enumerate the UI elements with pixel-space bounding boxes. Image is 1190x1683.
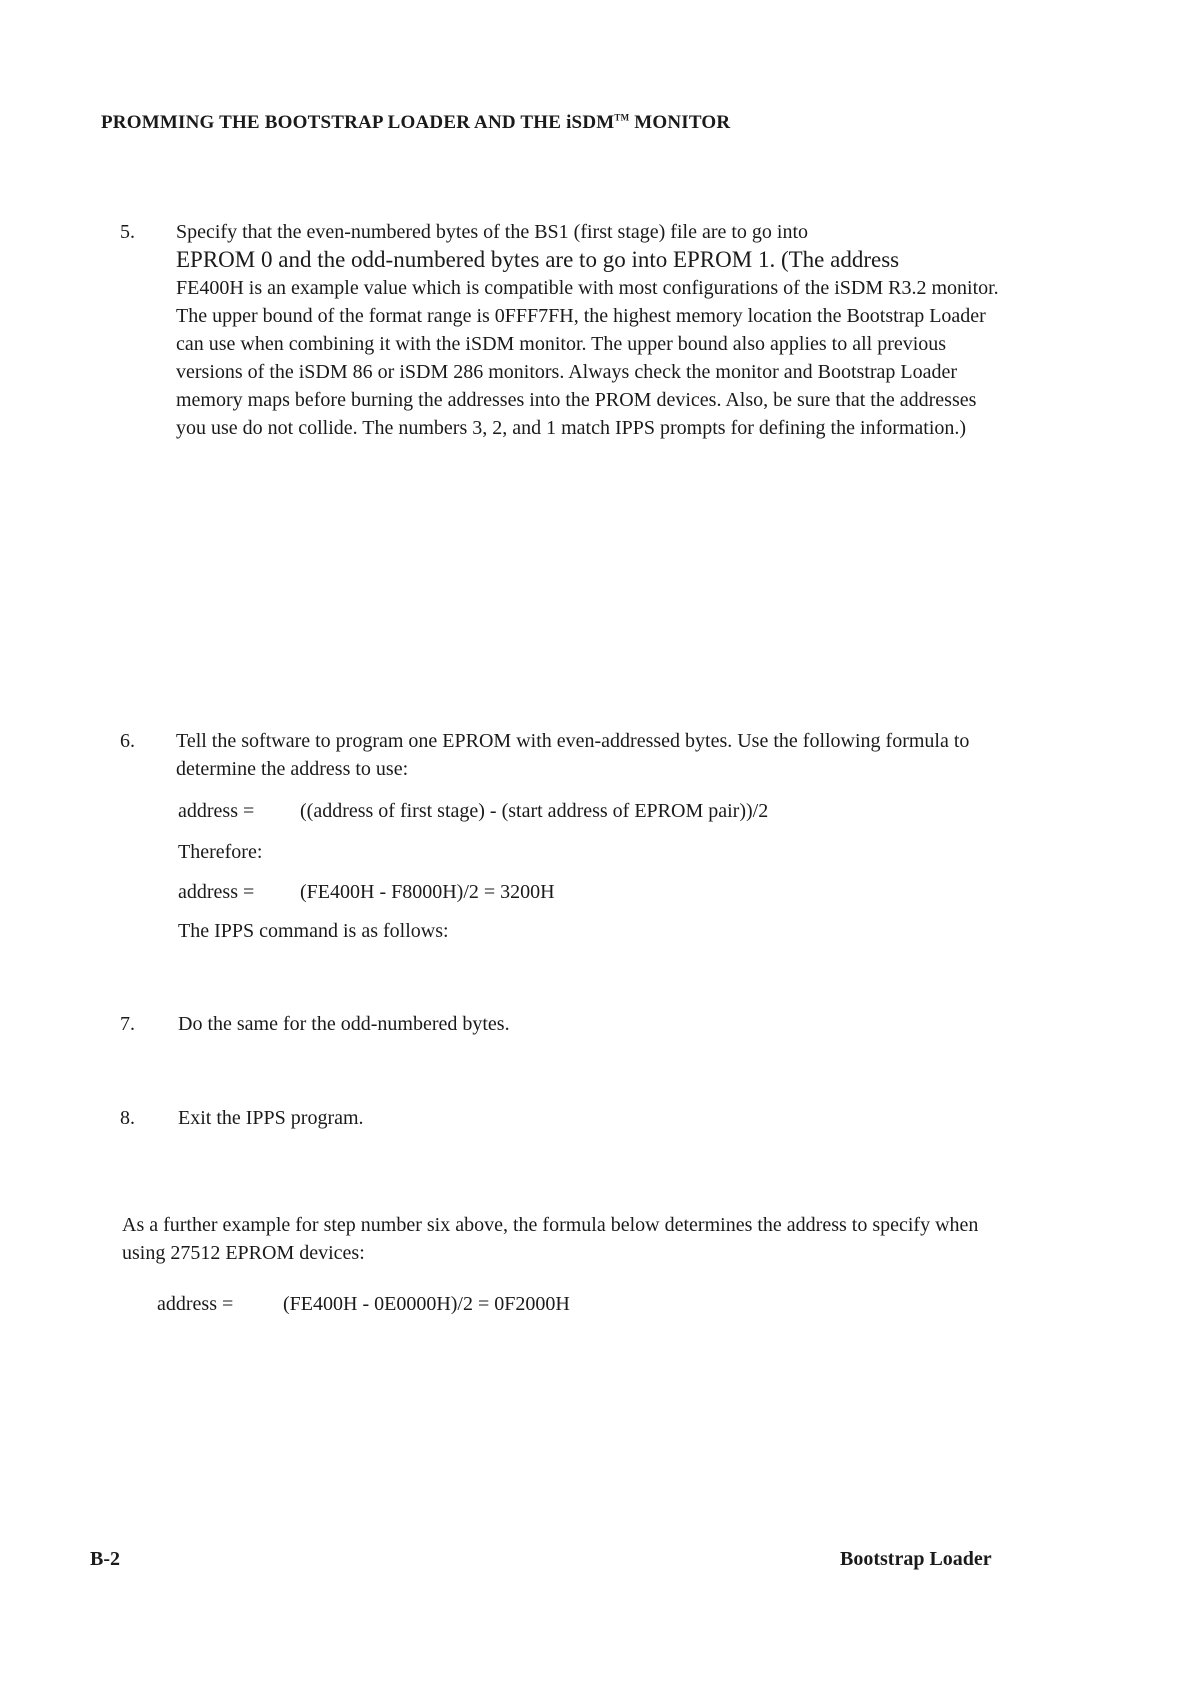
page-number: B-2 <box>90 1548 120 1570</box>
further-example-paragraph: As a further example for step number six above, the formula below determines the address to specify when using 27512 EPROM devices: <box>122 1214 979 1264</box>
formula-2-expression: (FE400H - F8000H)/2 = 3200H <box>300 881 555 903</box>
formula-2-label: address = <box>178 881 255 903</box>
step-8-number: 8. <box>120 1107 135 1129</box>
step-8-text: Exit the IPPS program. <box>178 1107 364 1129</box>
page-header <box>101 112 730 134</box>
step-5-line-1: Specify that the even-numbered bytes of the BS1 (first stage) file are to go into <box>176 221 809 243</box>
therefore-label: Therefore: <box>178 841 263 863</box>
step-6-number: 6. <box>120 730 135 752</box>
step-6-text: Tell the software to program one EPROM with even-addressed bytes. Use the following formula to determine the address to use: <box>176 730 970 780</box>
step-5-number: 5. <box>120 221 135 243</box>
step-5-body: FE400H is an example value which is compatible with most configurations of the iSDM R3.2 monitor. The upper bound of the format range is 0FFF7FH, the highest memory location the Bootstrap Loader can use when combining it with the iSDM monitor. The upper bound also applies to all previous versions of the iSDM 86 or iSDM 286 monitors. Always check the monitor and Bootstrap Loader memory maps before burning the addresses into the PROM devices. Also, be sure that the addresses you use do not collide. The numbers 3, 2, and 1 match IPPS prompts for defining the information.) <box>176 277 999 439</box>
step-5-text <box>176 218 1006 442</box>
step-7-text: Do the same for the odd-numbered bytes. <box>178 1013 510 1035</box>
formula-1-expression: ((address of first stage) - (start address of EPROM pair))/2 <box>300 800 769 822</box>
step-5-line-2: EPROM 0 and the odd-numbered bytes are to go into EPROM 1. (The address <box>176 247 900 272</box>
section-name: Bootstrap Loader <box>840 1548 992 1570</box>
trademark-mark: TM <box>614 112 630 123</box>
formula-1-label: address = <box>178 800 255 822</box>
command-intro: The IPPS command is as follows: <box>178 920 449 942</box>
formula-3-label: address = <box>157 1293 234 1315</box>
header-title-suffix: MONITOR <box>634 112 731 133</box>
step-7-number: 7. <box>120 1013 135 1035</box>
formula-3-expression: (FE400H - 0E0000H)/2 = 0F2000H <box>283 1293 570 1315</box>
header-title: PROMMING THE BOOTSTRAP LOADER AND THE iSDM <box>101 112 615 133</box>
